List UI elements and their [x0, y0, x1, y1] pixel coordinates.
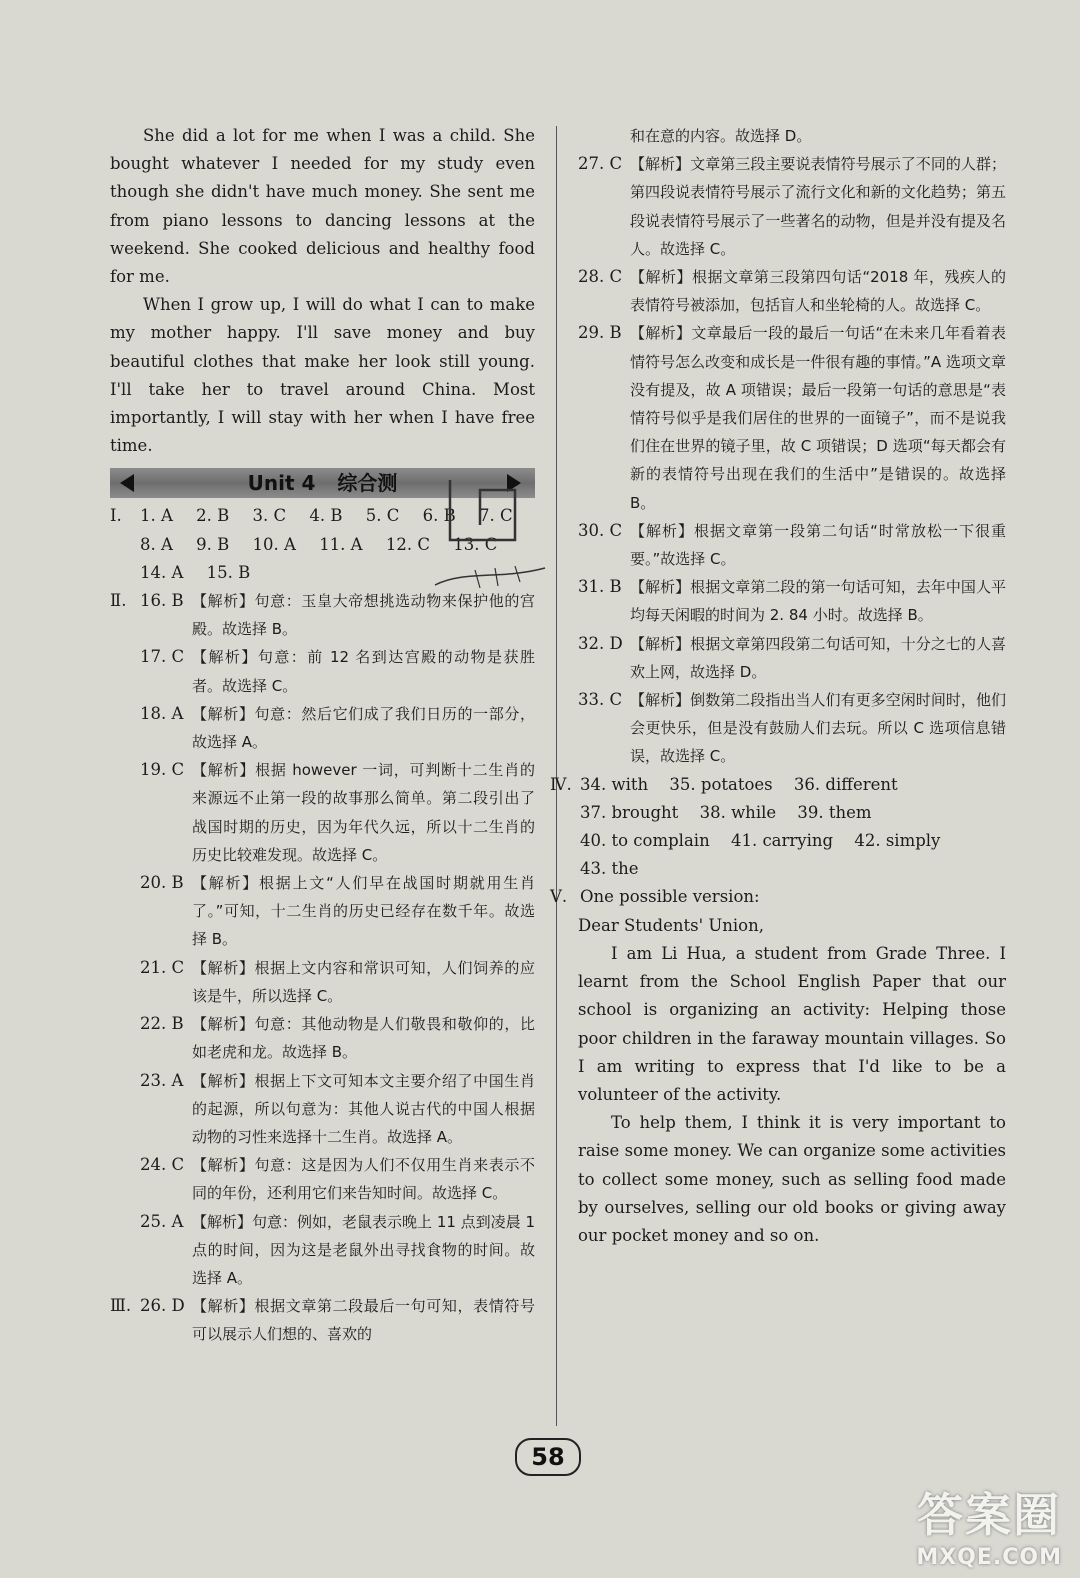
blank-row — [580, 827, 1006, 855]
blank-answer: 35. potatoes — [669, 774, 773, 794]
item-analysis: 【解析】文章最后一段的最后一句话“在未来几年看着表情符号怎么改变和成长是一件很有趣的事情。”A 选项文章没有提及，故 A 项错误；最后一段第一句话的意思是“表情符号似乎是我们居住的世界的一面镜子”，而不是说我们住在世界的镜子里，故 C 项错误；D 选项“每天都会有新的表情符号出现在我们的生活中”是错误的。故选择 B。 — [630, 324, 1006, 512]
item-number: 22. B — [140, 1014, 184, 1034]
answer-item — [578, 263, 1006, 319]
answer: 15. B — [206, 562, 251, 582]
answer-item — [578, 573, 1006, 629]
section-3 — [110, 1292, 535, 1348]
item-number: 32. D — [578, 633, 623, 653]
answer: 4. B — [309, 506, 343, 526]
item-analysis: 【解析】根据文章第二段的第一句话可知，去年中国人平均每天闲暇的时间为 2. 84 小时。故选择 B。 — [630, 578, 1006, 625]
item-analysis: 【解析】根据文章第一段第二句话“时常放松一下很重要。”故选择 C。 — [630, 521, 1006, 569]
item-analysis: 【解析】根据文章第四段第二句话可知，十分之七的人喜欢上网，故选择 D。 — [630, 634, 1006, 681]
item-analysis: 【解析】句意：前 12 名到达宫殿的动物是获胜者。故选择 C。 — [192, 648, 535, 695]
essay-paragraph-1: She did a lot for me when I was a child. She bought whatever I needed for my study even though she didn't have much money. She sent me from piano lessons to dancing lessons at the weekend. She cooked delicious and healthy food for me. — [110, 126, 535, 287]
item-analysis: 【解析】根据文章第二段最后一句可知，表情符号可以展示人们想的、喜欢的 — [192, 1297, 535, 1344]
page-number: 58 — [515, 1438, 581, 1476]
blank-answer: 38. while — [699, 802, 777, 822]
answer-item — [578, 686, 1006, 771]
item-analysis: 【解析】根据上下文可知本文主要介绍了中国生肖的起源，所以句意为：其他人说古代的中国人根据动物的习性来选择十二生肖。故选择 A。 — [192, 1071, 535, 1146]
answer-item — [140, 1292, 535, 1348]
answer: 3. C — [252, 506, 287, 526]
answer-item — [578, 517, 1006, 573]
answer: 9. B — [196, 534, 230, 554]
item-analysis: 【解析】根据 however 一词，可判断十二生肖的来源远不止第一段的故事那么简单。第二段引出了战国时期的历史，因为年代久远，所以十二生肖的历史比较难发现。故选择 C。 — [192, 761, 535, 864]
blank-answer: 34. with — [580, 774, 649, 794]
item-analysis: 【解析】句意：玉皇大帝想挑选动物来保护他的宫殿。故选择 B。 — [192, 592, 535, 639]
blank-answer: 42. simply — [854, 831, 941, 851]
item-analysis: 【解析】根据文章第三段第四句话“2018 年，残疾人的表情符号被添加，包括盲人和坐轮椅的人。故选择 C。 — [630, 268, 1006, 315]
item-number: 25. A — [140, 1211, 184, 1231]
item-number: 27. C — [578, 154, 623, 174]
answer: 2. B — [196, 506, 230, 526]
blank-row — [580, 855, 1006, 883]
left-arrow-icon — [120, 474, 134, 492]
item-number: 31. B — [578, 577, 622, 597]
essay-paragraph-2: When I grow up, I will do what I can to make my mother happy. I'll save money and buy beautiful clothes that make her look still young. I'll take her to travel around China. Most importantly, I will stay with her when I have free time. — [110, 295, 535, 456]
item-number: 20. B — [140, 873, 184, 893]
left-column — [110, 122, 535, 1349]
section-5 — [550, 883, 1006, 911]
item-analysis: 【解析】根据上文内容和常识可知，人们饲养的应该是牛，所以选择 C。 — [192, 958, 535, 1005]
answer-item — [140, 756, 535, 869]
item-analysis: 【解析】倒数第二段指出当人们有更多空闲时间时，他们会更快乐，但是没有鼓励人们去玩。所以 C 选项信息错误，故选择 C。 — [630, 691, 1006, 766]
item-analysis: 【解析】句意：例如，老鼠表示晚上 11 点到凌晨 1 点的时间，因为这是老鼠外出寻找食物的时间。故选择 A。 — [192, 1212, 535, 1287]
watermark-top: 答案圈 — [917, 1488, 1062, 1542]
answer-item — [578, 630, 1006, 686]
version-intro: One possible version: — [580, 887, 760, 907]
unit-title: 综合测 — [337, 471, 398, 496]
item-number: 16. B — [140, 591, 184, 611]
answer: 1. A — [140, 506, 173, 526]
item-number: 21. C — [140, 957, 185, 977]
item-number: 33. C — [578, 690, 623, 710]
answer-item — [140, 869, 535, 954]
item-number: 18. A — [140, 703, 184, 723]
answer-item — [140, 1151, 535, 1207]
section-4 — [550, 771, 1006, 884]
answer: 10. A — [252, 534, 296, 554]
answer: 6. B — [422, 506, 456, 526]
item-number: 23. A — [140, 1070, 184, 1090]
section-label: Ⅰ. — [110, 506, 122, 526]
item-number: 17. C — [140, 647, 185, 667]
section-label: Ⅳ. — [550, 774, 572, 794]
answer: 12. C — [385, 534, 430, 554]
item-number: 26. D — [140, 1296, 185, 1316]
blank-answer: 39. them — [797, 802, 872, 822]
section-label: Ⅲ. — [110, 1296, 132, 1316]
answer-item — [140, 643, 535, 699]
unit-label: Unit 4 — [247, 471, 316, 496]
letter-paragraph-1: I am Li Hua, a student from Grade Three. I learnt from the School English Paper that our school is organizing an activity: Helping those poor children in the faraway mountain villages. So I am writing to express that I'd like to be a volunteer of the activity. — [578, 943, 1006, 1104]
letter-paragraph-2: To help them, I think it is very important to raise some money. We can organize some activities to collect some money, such as selling food made by ourselves, selling our old books or giving away our pocket money and so on. — [578, 1113, 1006, 1245]
blank-answer: 40. to complain — [580, 831, 710, 851]
answer: 14. A — [140, 562, 184, 582]
answer: 11. A — [319, 534, 363, 554]
letter-salutation: Dear Students' Union, — [578, 915, 764, 935]
item-analysis: 【解析】句意：其他动物是人们敬畏和敬仰的，比如老虎和龙。故选择 B。 — [192, 1015, 535, 1062]
blank-row — [580, 799, 1006, 827]
item-number: 19. C — [140, 760, 185, 780]
item-number: 30. C — [578, 520, 623, 540]
answer-continuation — [578, 122, 1006, 150]
sample-letter — [578, 912, 1006, 1250]
answer-item — [140, 700, 535, 756]
answer: 7. C — [479, 506, 513, 526]
item-number: 29. B — [578, 323, 622, 343]
section-2 — [110, 587, 535, 1292]
answer: 8. A — [140, 534, 173, 554]
section-label: Ⅱ. — [110, 591, 127, 611]
pencil-scribble — [420, 470, 560, 600]
item-analysis: 【解析】句意：然后它们成了我们日历的一部分，故选择 A。 — [192, 704, 535, 752]
item-number: 28. C — [578, 267, 623, 287]
answer-item — [140, 1208, 535, 1293]
answer: 5. C — [365, 506, 400, 526]
item-analysis: 【解析】句意：这是因为人们不仅用生肖来表示不同的年份，还利用它们来告知时间。故选择 C。 — [192, 1156, 535, 1203]
answer-item — [140, 1067, 535, 1152]
blank-answer: 41. carrying — [730, 831, 834, 851]
blank-answer: 36. different — [793, 774, 898, 794]
answer-item — [578, 150, 1006, 263]
section-label: Ⅴ. — [550, 887, 568, 907]
blank-row — [580, 771, 1006, 799]
answer: 13. C — [453, 534, 498, 554]
blank-answer: 37. brought — [580, 802, 679, 822]
continuation-text: 和在意的内容。故选择 D。 — [630, 127, 812, 145]
item-number: 24. C — [140, 1155, 185, 1175]
watermark-bottom: MXQE.COM — [916, 1545, 1062, 1570]
answer-item — [140, 1010, 535, 1066]
right-column — [550, 122, 1006, 1250]
watermark — [916, 1479, 1062, 1570]
answer-item — [140, 954, 535, 1010]
item-analysis: 【解析】根据上文“人们早在战国时期就用生肖了。”可知，十二生肖的历史已经存在数千年。故选择 B。 — [192, 874, 535, 949]
item-analysis: 【解析】文章第三段主要说表情符号展示了不同的人群；第四段说表情符号展示了流行文化和新的文化趋势；第五段说表情符号展示了一些著名的动物，但是并没有提及名人。故选择 C。 — [630, 155, 1006, 258]
answer-item — [578, 319, 1006, 516]
blank-answer: 43. the — [580, 859, 639, 879]
